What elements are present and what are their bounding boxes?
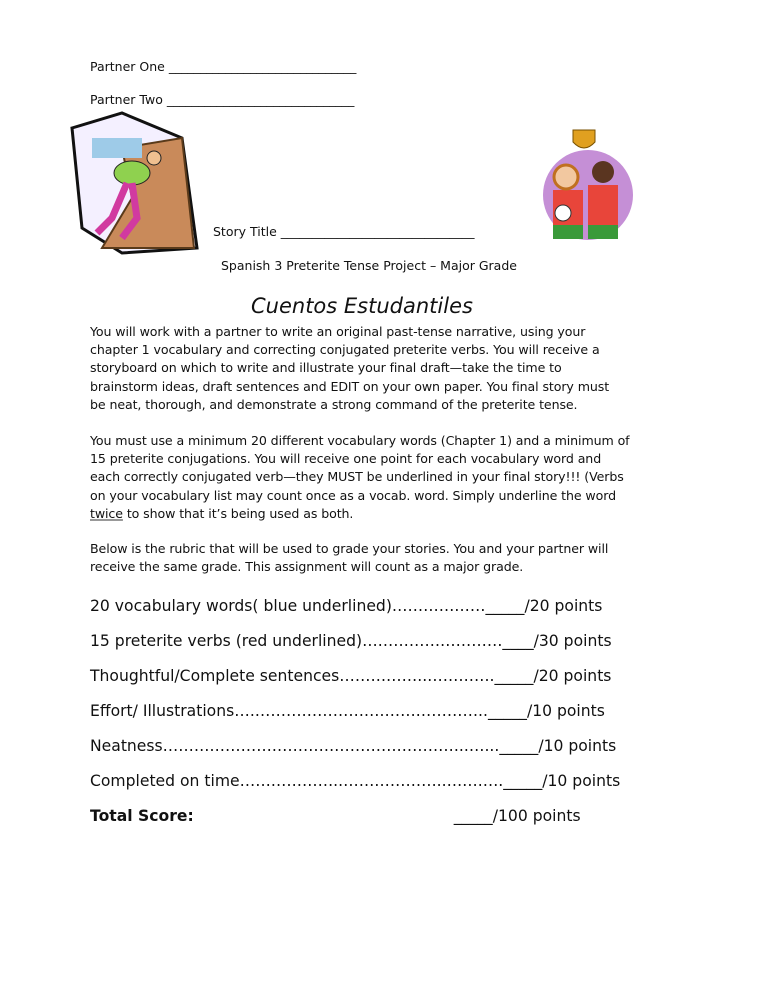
page-title: Cuentos Estudantiles <box>251 294 473 318</box>
rubric-row <box>90 736 730 757</box>
rubric-points: /10 points <box>538 737 617 755</box>
text-line: brainstorm ideas, draft sentences and EDIT on your own paper. You final story must <box>90 378 610 394</box>
rubric <box>90 596 730 827</box>
text-line: You must use a minimum 20 different vocabulary words (Chapter 1) and a minimum of <box>90 433 630 448</box>
requirements-paragraph <box>90 432 690 523</box>
total-score-row <box>90 806 730 827</box>
trophy-kids-clipart <box>528 125 638 240</box>
underlined-word: twice <box>90 505 123 521</box>
rubric-label: Completed on time………………..………………..…….…._____ <box>90 772 543 790</box>
rubric-points: /10 points <box>526 702 605 720</box>
total-score-label: Total Score: <box>90 807 194 825</box>
rubric-label: 15 preterite verbs (red underlined)………………………____ <box>90 632 534 650</box>
story-title-field[interactable]: Story Title _______________________________ <box>213 224 475 239</box>
rubric-intro-paragraph <box>90 540 690 576</box>
rubric-label: Thoughtful/Complete sentences……………..…………._____ <box>90 667 534 685</box>
text-line: You will work with a partner to write an original past-tense narrative, using your <box>90 324 586 339</box>
text-line: be neat, thorough, and demonstrate a strong command of the preterite tense. <box>90 396 578 412</box>
text-line: 15 preterite conjugations. You will receive one point for each vocabulary word and <box>90 451 602 467</box>
rubric-points: /20 points <box>533 667 612 685</box>
text-line: Below is the rubric that will be used to grade your stories. You and your partner will <box>90 541 609 556</box>
rubric-row <box>90 771 730 792</box>
project-subtitle: Spanish 3 Preterite Tense Project – Major Grade <box>221 258 517 273</box>
rubric-label: 20 vocabulary words( blue underlined)………………_____ <box>90 597 525 615</box>
rubric-label: Neatness…………………………………………………..…..._____ <box>90 737 539 755</box>
rubric-row <box>90 666 730 687</box>
rubric-label: Effort/ Illustrations….…………………….……………….._____ <box>90 702 527 720</box>
partner-one-field[interactable]: Partner One ______________________________ <box>90 59 357 74</box>
text-line: each correctly conjugated verb—they MUST be underlined in your final story!!! (Verbs <box>90 469 624 485</box>
text-line: receive the same grade. This assignment will count as a major grade. <box>90 559 524 575</box>
rubric-points: /10 points <box>542 772 621 790</box>
text-line: on your vocabulary list may count once as a vocab. word. Simply underline the word <box>90 487 616 503</box>
text-line: storyboard on which to write and illustrate your final draft—take the time to <box>90 360 562 376</box>
text-line: to show that it’s being used as both. <box>122 505 354 521</box>
rubric-row <box>90 596 730 617</box>
total-score-blank[interactable]: _____ <box>453 807 493 825</box>
intro-paragraph <box>90 323 690 414</box>
text-line: chapter 1 vocabulary and correcting conjugated preterite verbs. You will receive a <box>90 342 600 358</box>
rubric-row <box>90 631 730 652</box>
climber-clipart <box>62 108 202 256</box>
rubric-points: /30 points <box>533 632 612 650</box>
rubric-points: /20 points <box>524 597 603 615</box>
partner-two-field[interactable]: Partner Two ______________________________ <box>90 92 355 107</box>
rubric-row <box>90 701 730 722</box>
total-score-points: /100 points <box>492 807 581 825</box>
